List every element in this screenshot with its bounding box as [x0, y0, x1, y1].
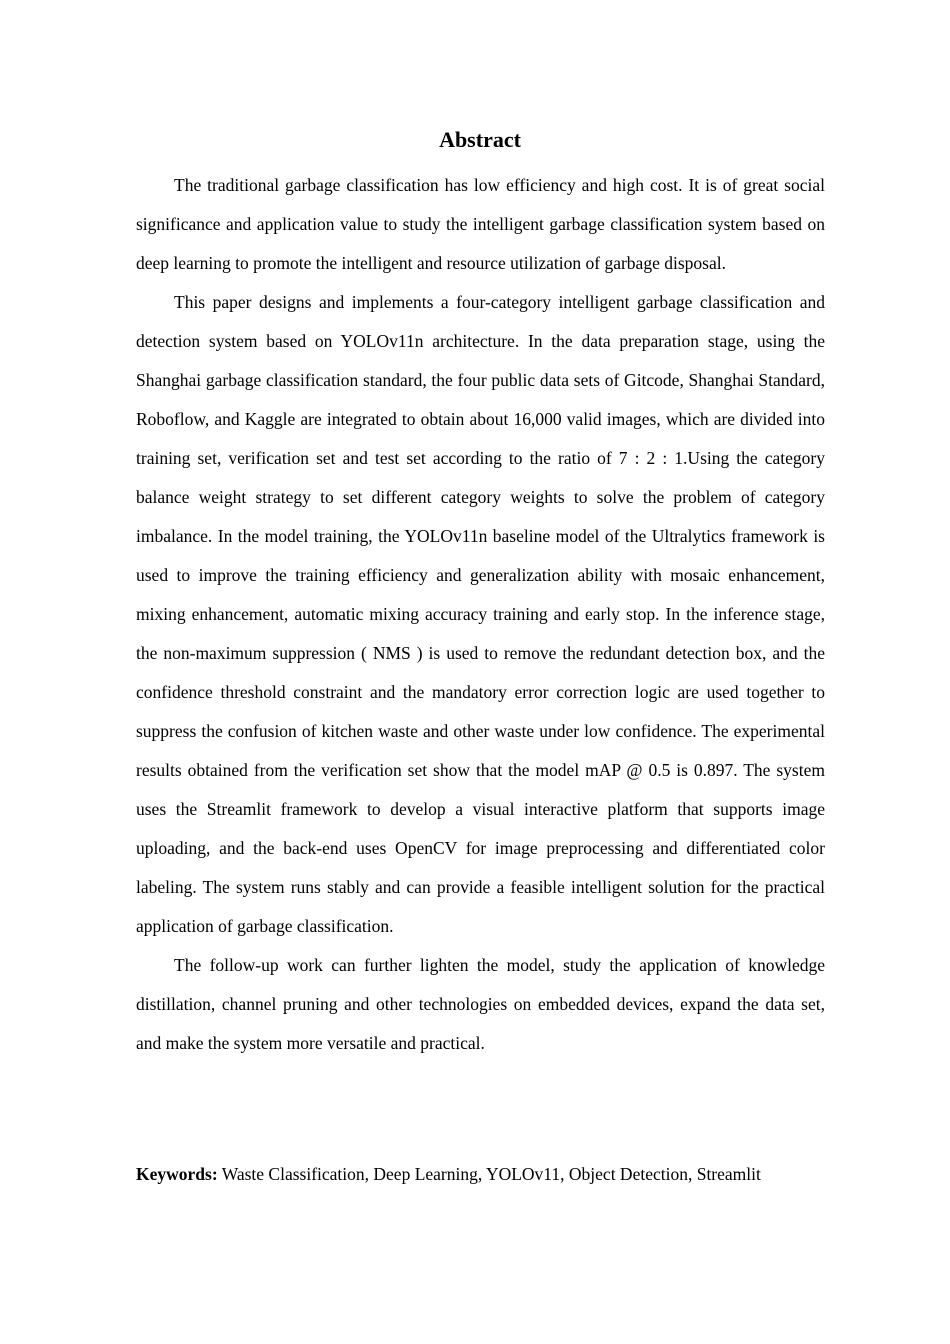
keywords-list: Waste Classification, Deep Learning, YOLOv11, Object Detection, Streamlit [217, 1164, 761, 1184]
keywords-label: Keywords: [136, 1164, 218, 1184]
abstract-paragraph-2: This paper designs and implements a four-category intelligent garbage classification and detection system based on YOLOv11n architecture. In the data preparation stage, using the Shanghai garbage classification standard, the four public data sets of Gitcode, Shanghai Standard, Roboflow, and Kaggle are integrated to obtain about 16,000 valid images, which are divided into training set, verification set and test set according to the ratio of 7 : 2 : 1.Using the category balance weight strategy to set different category weights to solve the problem of category imbalance. In the model training, the YOLOv11n baseline model of the Ultralytics framework is used to improve the training efficiency and generalization ability with mosaic enhancement, mixing enhancement, automatic mixing accuracy training and early stop. In the inference stage, the non-maximum suppression ( NMS ) is used to remove the redundant detection box, and the confidence threshold constraint and the mandatory error correction logic are used together to suppress the confusion of kitchen waste and other waste under low confidence. The experimental results obtained from the verification set show that the model mAP @ 0.5 is 0.897. The system uses the Streamlit framework to develop a visual interactive platform that supports image uploading, and the back-end uses OpenCV for image preprocessing and differentiated color labeling. The system runs stably and can provide a feasible intelligent solution for the practical application of garbage classification. [136, 292, 825, 936]
abstract-paragraph-3: The follow-up work can further lighten the model, study the application of knowledge distillation, channel pruning and other technologies on embedded devices, expand the data set, and make the system more versatile and practical. [136, 955, 825, 1053]
abstract-paragraph-1: The traditional garbage classification has low efficiency and high cost. It is of great social significance and application value to study the intelligent garbage classification system based on deep learning to promote the intelligent and resource utilization of garbage disposal. [136, 175, 825, 273]
abstract-body [136, 166, 825, 1063]
abstract-title: Abstract [439, 127, 521, 152]
keywords-line [136, 1158, 836, 1190]
